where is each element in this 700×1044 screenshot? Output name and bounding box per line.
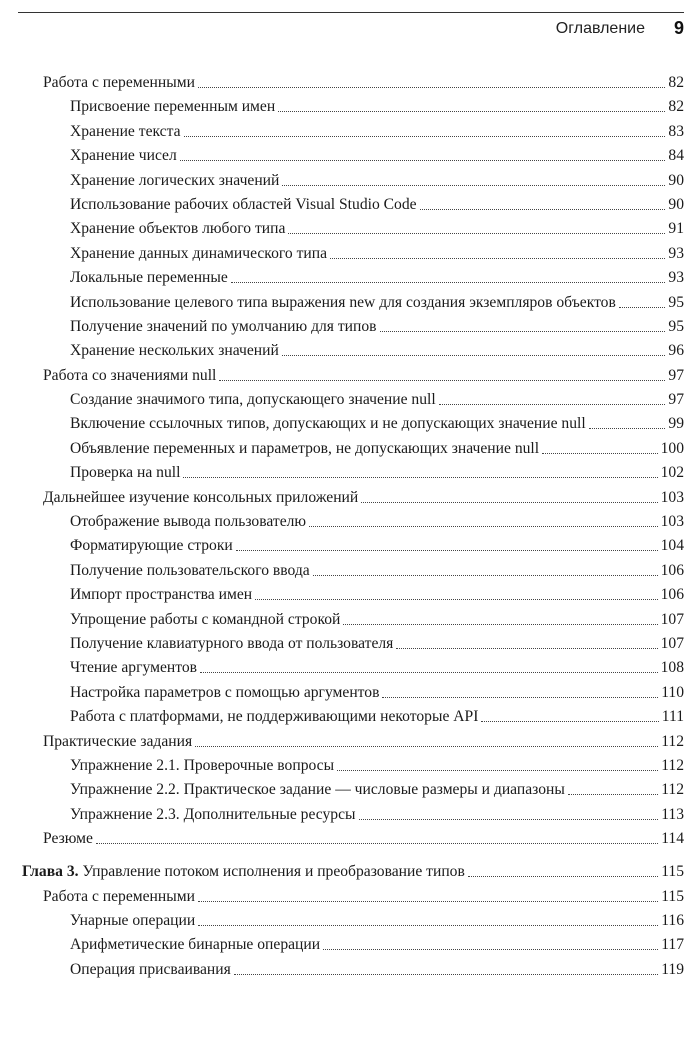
running-title: Оглавление bbox=[555, 20, 645, 37]
dot-leader bbox=[619, 307, 666, 308]
toc-entry[interactable] bbox=[0, 170, 700, 191]
dot-leader bbox=[380, 331, 666, 332]
toc-entry-page: 119 bbox=[661, 960, 684, 978]
toc-entry-page: 114 bbox=[661, 830, 684, 848]
toc-entry-title: Арифметические бинарные операции bbox=[70, 936, 321, 954]
toc-entry-title: Проверка на null bbox=[70, 464, 181, 482]
toc-entry-page: 108 bbox=[660, 659, 684, 677]
toc-entry-title: Практические задания bbox=[43, 732, 193, 750]
toc-entry-page: 112 bbox=[661, 756, 684, 774]
toc-entry-page: 90 bbox=[668, 171, 684, 189]
toc-entry-page: 115 bbox=[661, 887, 684, 905]
dot-leader bbox=[234, 974, 658, 975]
toc-entry-page: 110 bbox=[661, 683, 684, 701]
toc-entry[interactable] bbox=[0, 292, 700, 313]
toc-entry[interactable] bbox=[0, 340, 700, 361]
header-rule bbox=[18, 12, 684, 13]
dot-leader bbox=[200, 672, 658, 673]
toc-entry[interactable] bbox=[0, 121, 700, 142]
toc-entry-title: Хранение чисел bbox=[70, 147, 177, 165]
toc-entry-title: Унарные операции bbox=[70, 911, 196, 929]
toc-entry-page: 95 bbox=[668, 293, 684, 311]
toc-entry-title: Дальнейшее изучение консольных приложений bbox=[43, 488, 359, 506]
dot-leader bbox=[309, 526, 658, 527]
toc-entry-title: Локальные переменные bbox=[70, 269, 228, 287]
toc-entry-title: Работа с переменными bbox=[43, 887, 195, 905]
toc-entry-title: Использование рабочих областей Visual Studio Code bbox=[70, 195, 417, 213]
toc-entry-title: Импорт пространства имен bbox=[70, 586, 253, 604]
dot-leader bbox=[420, 209, 666, 210]
toc-entry-title: Работа со значениями null bbox=[43, 366, 217, 384]
toc-entry-page: 97 bbox=[668, 366, 684, 384]
dot-leader bbox=[219, 380, 665, 381]
toc-entry-page: 103 bbox=[660, 513, 684, 531]
dot-leader bbox=[323, 949, 658, 950]
toc-entry-title: Резюме bbox=[43, 830, 93, 848]
toc-chapter-entry[interactable] bbox=[0, 861, 700, 882]
dot-leader bbox=[198, 925, 658, 926]
toc-entry-page: 112 bbox=[661, 732, 684, 750]
toc-entry[interactable] bbox=[0, 96, 700, 117]
dot-leader bbox=[184, 136, 666, 137]
toc-entry[interactable] bbox=[0, 779, 700, 800]
toc-entry[interactable] bbox=[0, 267, 700, 288]
toc-entry[interactable] bbox=[0, 804, 700, 825]
toc-entry-title: Отображение вывода пользователю bbox=[70, 513, 307, 531]
toc-entry-page: 111 bbox=[661, 708, 684, 726]
toc-entry[interactable] bbox=[0, 584, 700, 605]
dot-leader bbox=[236, 550, 658, 551]
toc-entry-page: 106 bbox=[660, 561, 684, 579]
toc-entry-page: 90 bbox=[668, 195, 684, 213]
toc-entry-title: Упрощение работы с командной строкой bbox=[70, 610, 341, 628]
toc-entry-title: Хранение данных динамического типа bbox=[70, 244, 328, 262]
toc-entry[interactable] bbox=[0, 886, 700, 907]
toc-entry-page: 95 bbox=[668, 317, 684, 335]
toc-entry-title: Включение ссылочных типов, допускающих и не допускающих значение null bbox=[70, 415, 586, 433]
dot-leader bbox=[359, 819, 659, 820]
toc-entry[interactable] bbox=[0, 657, 700, 678]
table-of-contents bbox=[0, 72, 700, 983]
toc-entry-title: Операция присваивания bbox=[70, 960, 231, 978]
dot-leader bbox=[361, 502, 657, 503]
toc-entry-page: 100 bbox=[660, 439, 684, 457]
toc-entry-title: Получение клавиатурного ввода от пользователя bbox=[70, 634, 394, 652]
toc-entry[interactable] bbox=[0, 438, 700, 459]
dot-leader bbox=[231, 282, 666, 283]
toc-entry-page: 104 bbox=[660, 537, 684, 555]
toc-entry-title: Работа с платформами, не поддерживающими некоторые API bbox=[70, 708, 479, 726]
toc-entry[interactable] bbox=[0, 413, 700, 434]
dot-leader bbox=[195, 746, 658, 747]
toc-entry[interactable] bbox=[0, 316, 700, 337]
dot-leader bbox=[330, 258, 665, 259]
toc-entry-page: 103 bbox=[660, 488, 684, 506]
toc-entry-page: 106 bbox=[660, 586, 684, 604]
toc-entry-title: Использование целевого типа выражения new для создания экземпляров объектов bbox=[70, 293, 616, 311]
dot-leader bbox=[255, 599, 658, 600]
toc-entry-title: Упражнение 2.2. Практическое задание — числовые размеры и диапазоны bbox=[70, 781, 565, 799]
toc-entry-page: 93 bbox=[668, 244, 684, 262]
toc-entry[interactable] bbox=[0, 194, 700, 215]
dot-leader bbox=[542, 453, 658, 454]
toc-entry[interactable] bbox=[0, 934, 700, 955]
chapter-label: Глава 3. bbox=[22, 863, 79, 881]
toc-entry-title: Работа с переменными bbox=[43, 74, 195, 91]
toc-entry[interactable] bbox=[0, 755, 700, 776]
toc-entry-page: 116 bbox=[661, 911, 684, 929]
toc-entry-title: Хранение нескольких значений bbox=[70, 342, 279, 360]
dot-leader bbox=[288, 233, 665, 234]
toc-entry[interactable] bbox=[0, 243, 700, 264]
dot-leader bbox=[313, 575, 658, 576]
toc-entry-title: Хранение объектов любого типа bbox=[70, 220, 286, 238]
toc-entry[interactable] bbox=[0, 511, 700, 532]
toc-entry-page: 99 bbox=[668, 415, 684, 433]
toc-entry-title: Присвоение переменным имен bbox=[70, 98, 276, 116]
toc-entry-page: 82 bbox=[668, 98, 684, 116]
dot-leader bbox=[337, 770, 658, 771]
toc-entry-title: Настройка параметров с помощью аргументов bbox=[70, 683, 380, 701]
toc-entry[interactable] bbox=[0, 535, 700, 556]
toc-entry-title: Хранение логических значений bbox=[70, 171, 280, 189]
toc-entry[interactable] bbox=[0, 72, 700, 93]
toc-entry-page: 102 bbox=[660, 464, 684, 482]
toc-entry-title: Создание значимого типа, допускающего значение null bbox=[70, 391, 436, 409]
toc-entry-page: 97 bbox=[668, 391, 684, 409]
toc-entry-page: 107 bbox=[660, 610, 684, 628]
dot-leader bbox=[589, 428, 666, 429]
toc-entry-page: 83 bbox=[668, 122, 684, 140]
toc-entry-title: Форматирующие строки bbox=[70, 537, 233, 555]
toc-entry-page: 96 bbox=[668, 342, 684, 360]
toc-entry-title: Объявление переменных и параметров, не допускающих значение null bbox=[70, 439, 540, 457]
toc-entry[interactable] bbox=[0, 959, 700, 980]
toc-entry-page: 91 bbox=[668, 220, 684, 238]
toc-entry[interactable] bbox=[0, 389, 700, 410]
dot-leader bbox=[439, 404, 666, 405]
toc-entry-title: Получение значений по умолчанию для типов bbox=[70, 317, 377, 335]
toc-entry-title: Чтение аргументов bbox=[70, 659, 197, 677]
dot-leader bbox=[282, 185, 665, 186]
toc-entry-title: Упражнение 2.1. Проверочные вопросы bbox=[70, 756, 335, 774]
dot-leader bbox=[382, 697, 658, 698]
dot-leader bbox=[198, 901, 658, 902]
toc-entry-page: 117 bbox=[661, 936, 684, 954]
dot-leader bbox=[180, 160, 666, 161]
toc-entry[interactable] bbox=[0, 706, 700, 727]
toc-entry-page: 82 bbox=[668, 74, 684, 91]
toc-entry[interactable] bbox=[0, 633, 700, 654]
toc-entry[interactable] bbox=[0, 365, 700, 386]
toc-entry[interactable] bbox=[0, 462, 700, 483]
toc-entry[interactable] bbox=[0, 609, 700, 630]
toc-entry-page: 84 bbox=[668, 147, 684, 165]
toc-entry[interactable] bbox=[0, 731, 700, 752]
toc-entry-page: 112 bbox=[661, 781, 684, 799]
toc-entry[interactable] bbox=[0, 218, 700, 239]
dot-leader bbox=[96, 843, 658, 844]
dot-leader bbox=[481, 721, 658, 722]
toc-entry[interactable] bbox=[0, 560, 700, 581]
toc-entry[interactable] bbox=[0, 828, 700, 849]
dot-leader bbox=[198, 87, 665, 88]
toc-entry-title: Получение пользовательского ввода bbox=[70, 561, 310, 579]
toc-entry-title: Упражнение 2.3. Дополнительные ресурсы bbox=[70, 805, 356, 823]
dot-leader bbox=[468, 876, 658, 877]
toc-entry[interactable] bbox=[0, 487, 700, 508]
toc-entry[interactable] bbox=[0, 145, 700, 166]
toc-entry-page: 115 bbox=[661, 863, 684, 881]
dot-leader bbox=[396, 648, 657, 649]
dot-leader bbox=[282, 355, 666, 356]
dot-leader bbox=[343, 624, 657, 625]
dot-leader bbox=[183, 477, 657, 478]
toc-entry[interactable] bbox=[0, 682, 700, 703]
toc-entry-page: 113 bbox=[661, 805, 684, 823]
dot-leader bbox=[278, 111, 665, 112]
toc-entry[interactable] bbox=[0, 910, 700, 931]
toc-entry-page: 93 bbox=[668, 269, 684, 287]
chapter-title: Управление потоком исполнения и преобразование типов bbox=[82, 863, 465, 881]
page-header bbox=[0, 0, 700, 48]
page-number: 9 bbox=[673, 18, 684, 38]
toc-entry-page: 107 bbox=[660, 634, 684, 652]
toc-entry-title bbox=[22, 861, 465, 882]
toc-entry-title: Хранение текста bbox=[70, 122, 181, 140]
dot-leader bbox=[568, 794, 658, 795]
